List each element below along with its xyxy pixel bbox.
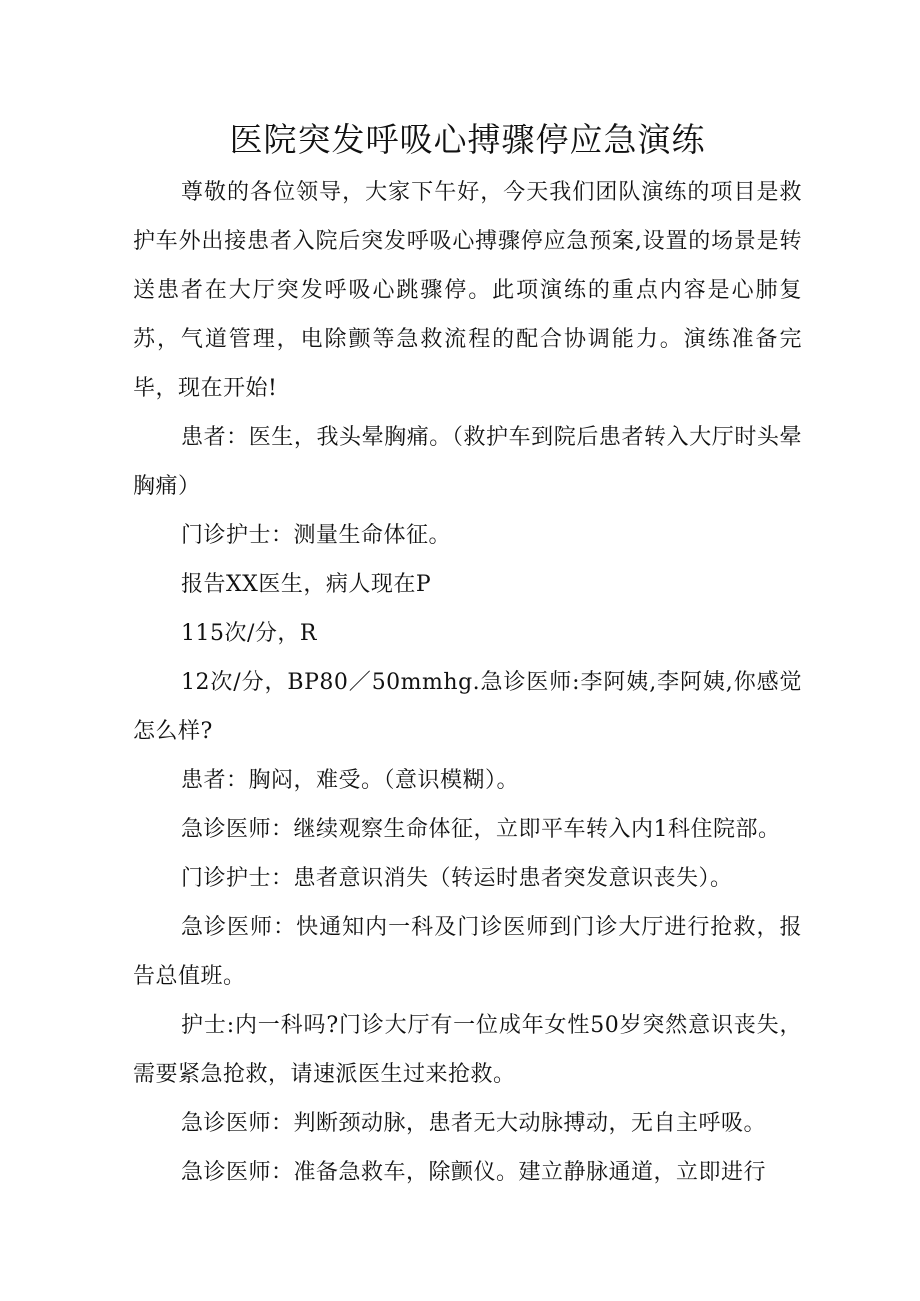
paragraph-nurse-call: 护士:内一科吗?门诊大厅有一位成年女性50岁突然意识丧失，需要紧急抢救，请速派医生过来抢救。 bbox=[133, 1013, 802, 1087]
paragraph-intro: 尊敬的各位领导，大家下午好，今天我们团队演练的项目是救护车外出接患者入院后突发呼吸心搏骤停应急预案,设置的场景是转送患者在大厅突发呼吸心跳骤停。此项演练的重点内容是心肺复苏，气道管理，电除颤等急救流程的配合协调能力。演练准备完毕，现在开始! bbox=[133, 180, 802, 401]
document-title: 医院突发呼吸心搏骤停应急演练 bbox=[229, 120, 706, 159]
paragraph-doctor-prepare: 急诊医师：准备急救车，除颤仪。建立静脉通道，立即进行 bbox=[181, 1160, 767, 1185]
paragraph-patient-dizzy: 患者：医生，我头晕胸痛。（救护车到院后患者转入大厅时头晕胸痛） bbox=[133, 425, 802, 499]
paragraph-patient-chest: 患者：胸闷，难受。（意识模糊）。 bbox=[181, 768, 520, 793]
paragraph-report-p: 报告XX医生，病人现在P bbox=[181, 572, 432, 597]
document-body bbox=[133, 168, 802, 1197]
paragraph-nurse-unconscious: 门诊护士：患者意识消失（转运时患者突发意识丧失）。 bbox=[181, 866, 733, 891]
paragraph-doctor-transfer: 急诊医师：继续观察生命体征，立即平车转入内1科住院部。 bbox=[181, 817, 781, 842]
paragraph-nurse-vitals: 门诊护士：测量生命体征。 bbox=[181, 523, 452, 548]
paragraph-doctor-pulse: 急诊医师：判断颈动脉，患者无大动脉搏动，无自主呼吸。 bbox=[181, 1111, 767, 1136]
paragraph-report-bp: 12次/分，BP80／50mmhg.急诊医师:李阿姨,李阿姨,你感觉怎么样? bbox=[133, 670, 802, 744]
paragraph-doctor-notify: 急诊医师：快通知内一科及门诊医师到门诊大厅进行抢救，报告总值班。 bbox=[133, 915, 802, 989]
paragraph-report-r: 115次/分，R bbox=[181, 621, 317, 646]
